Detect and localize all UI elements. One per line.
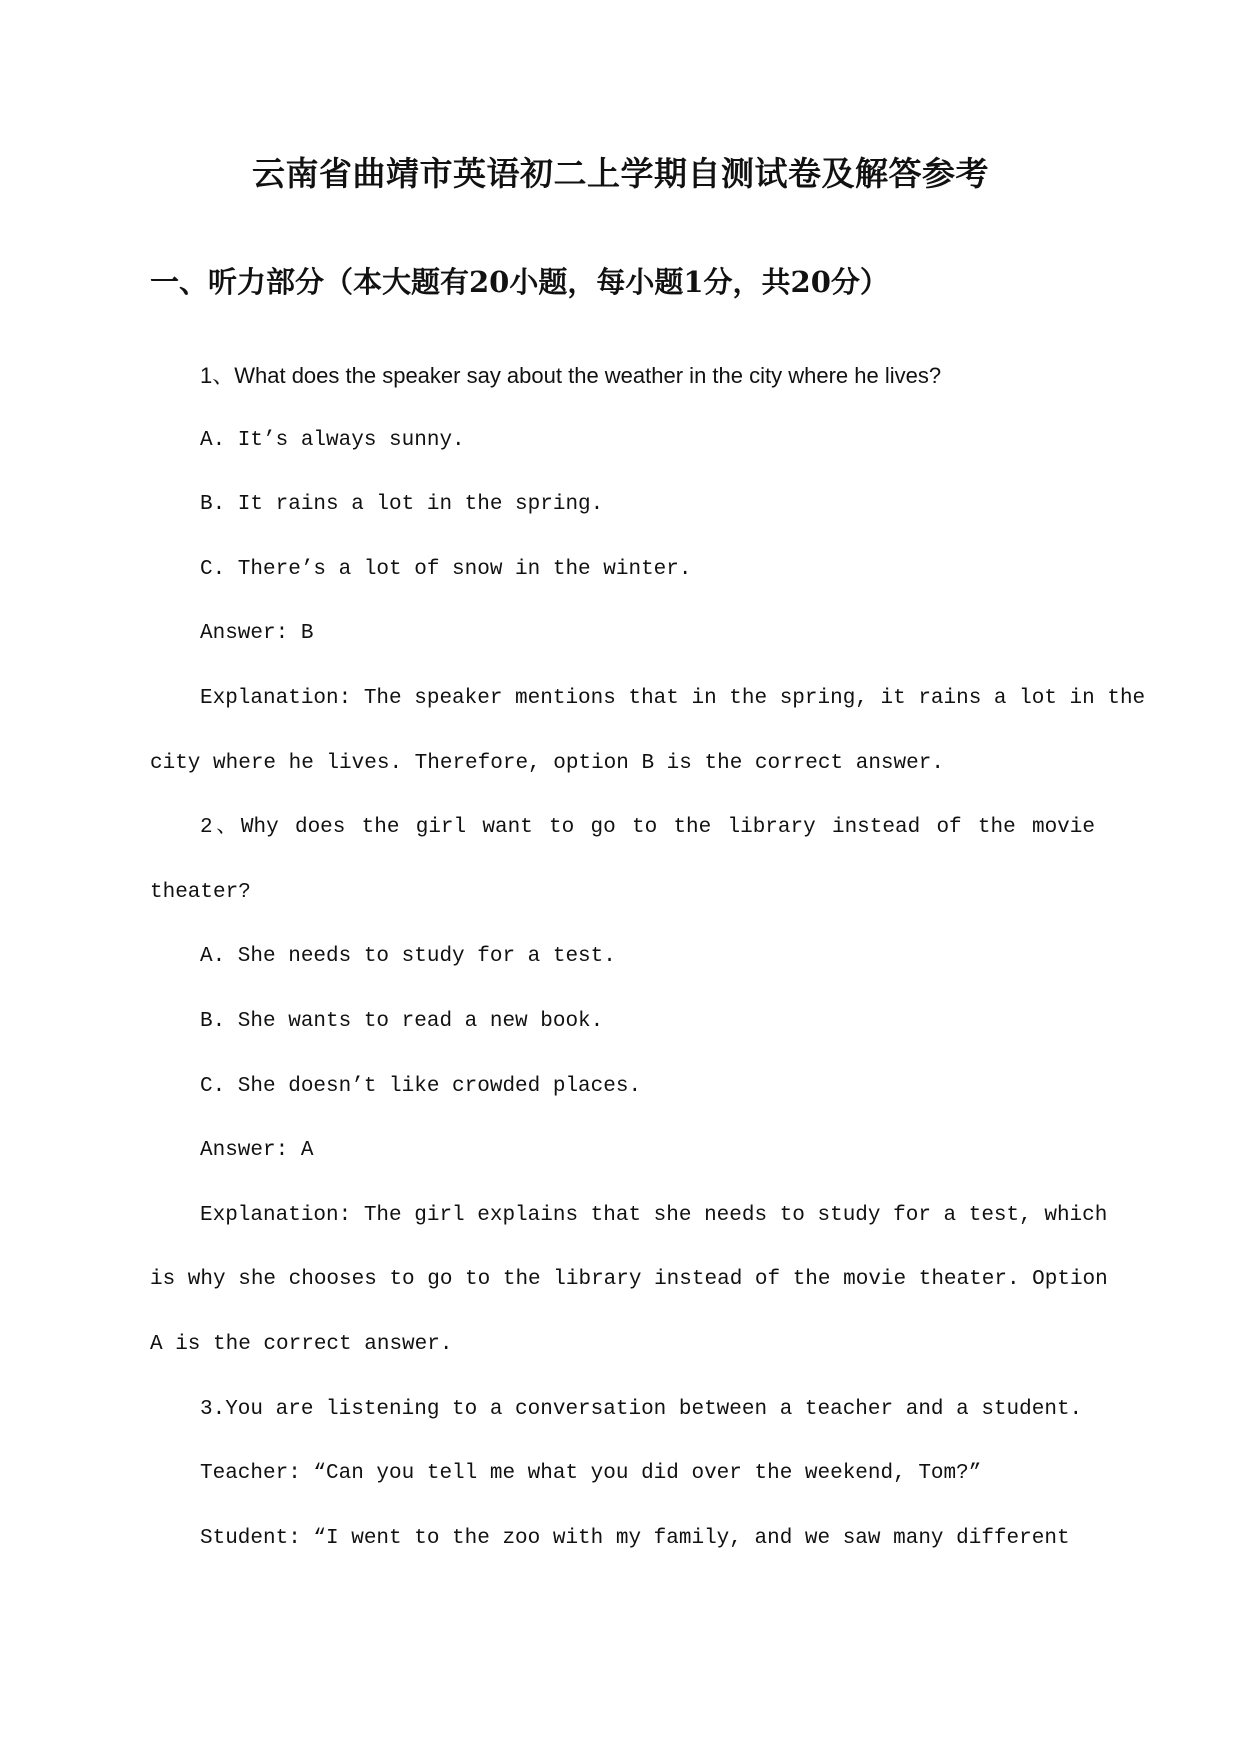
question-2-text-line-2: theater? — [150, 880, 251, 904]
question-2-explanation-line-1: Explanation: The girl explains that she needs to study for a test, which — [200, 1203, 1108, 1227]
question-1-option-c: C. There’s a lot of snow in the winter. — [200, 557, 692, 581]
question-2-explanation-line-2: is why she chooses to go to the library instead of the movie theater. Option — [150, 1268, 1108, 1292]
question-2-option-b: B. She wants to read a new book. — [200, 1009, 604, 1033]
question-1-option-a: A. It’s always sunny. — [200, 428, 465, 452]
question-1-text: 1、What does the speaker say about the weather in the city where he lives? — [200, 363, 942, 388]
question-3-student-line: Student: “I went to the zoo with my family, and we saw many different — [200, 1526, 1070, 1550]
question-2-explanation-line-3: A is the correct answer. — [150, 1332, 453, 1356]
question-1-option-b: B. It rains a lot in the spring. — [200, 493, 604, 517]
question-body — [150, 344, 1146, 1571]
question-1-explanation-line-1: Explanation: The speaker mentions that in the spring, it rains a lot in the — [200, 686, 1146, 710]
question-2-option-c: C. She doesn’t like crowded places. — [200, 1074, 642, 1098]
document-title: 云南省曲靖市英语初二上学期自测试卷及解答参考 — [252, 154, 989, 193]
question-2-answer: Answer: A — [200, 1139, 314, 1163]
question-1-answer: Answer: B — [200, 622, 314, 646]
section-heading: 一、听力部分（本大题有20小题，每小题1分，共20分） — [150, 265, 889, 299]
question-2-option-a: A. She needs to study for a test. — [200, 945, 616, 969]
question-1-explanation-line-2: city where he lives. Therefore, option B is the correct answer. — [150, 751, 944, 775]
question-3-text: 3.You are listening to a conversation between a teacher and a student. — [200, 1397, 1083, 1421]
question-3-teacher-line: Teacher: “Can you tell me what you did over the weekend, Tom?” — [200, 1462, 982, 1486]
question-2-text-line-1: 2、Why does the girl want to go to the library instead of the movie — [200, 816, 1095, 840]
